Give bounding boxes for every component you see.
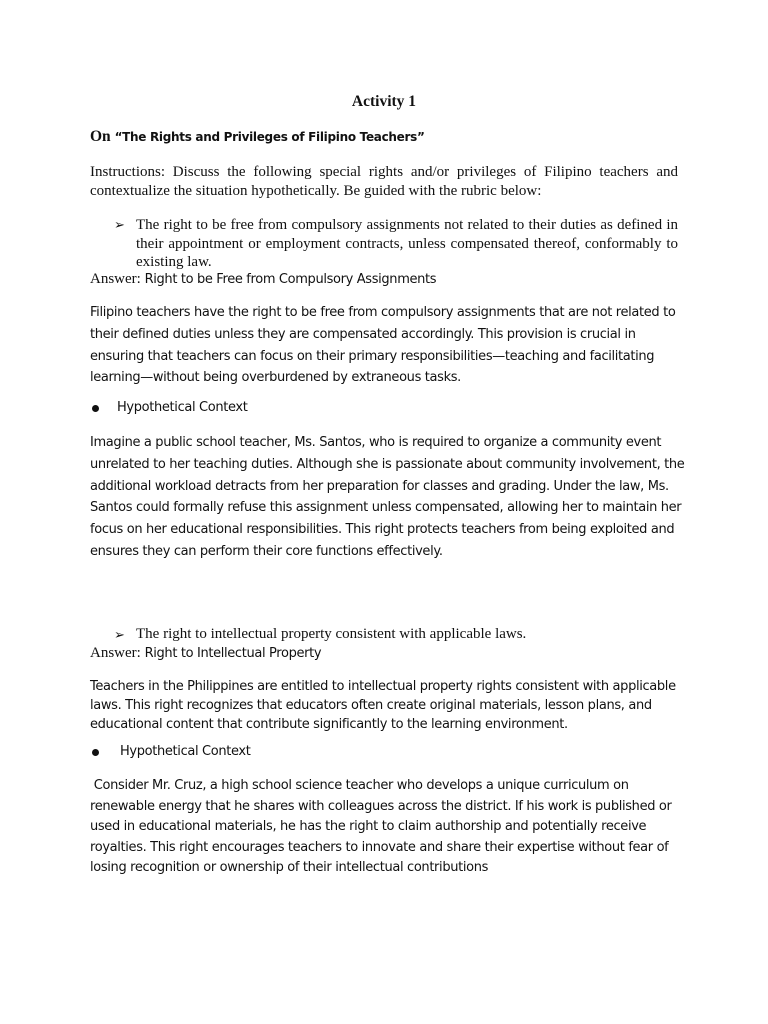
arrow-bullet-icon: ➢ (114, 217, 125, 232)
instructions-paragraph: Instructions: Discuss the following special rights and/or privileges of Filipino teachers and contextualize the situation hypothetically. Be guided with the rubric below: (90, 164, 678, 199)
subtitle-topic: “The Rights and Privileges of Filipino Teachers” (114, 130, 425, 144)
right-1-bullet-text: The right to be free from compulsory assignments not related to their duties as defined in their appointment or employment contracts, unless compensated thereof, conformably to existing law. (136, 217, 678, 270)
answer-2 (90, 644, 321, 662)
answer-1-label: Answer: (90, 271, 145, 287)
subtitle-prefix: On (90, 128, 115, 145)
arrow-bullet-icon: ➢ (114, 627, 125, 642)
answer-1-value: Right to be Free from Compulsory Assignments (144, 272, 437, 287)
context-1-heading: Hypothetical Context (117, 400, 248, 415)
context-2-heading: Hypothetical Context (120, 744, 251, 759)
context-1-paragraph: Imagine a public school teacher, Ms. Santos, who is required to organize a community event unrelated to her teaching duties. Although she is passionate about community involvement, the additional workload detracts from her preparation for classes and grading. Under the law, Ms. Santos could formally refuse this assignment unless compensated, allowing her to maintain her focus on her educational responsibilities. This right protects teachers from being exploited and ensures they can perform their core functions effectively. (90, 435, 685, 559)
answer-2-label: Answer: (90, 645, 145, 661)
document-title: Activity 1 (351, 93, 417, 110)
right-2-bullet-text: The right to intellectual property consistent with applicable laws. (136, 626, 527, 642)
answer-1 (90, 270, 436, 288)
bullet-dot-icon (92, 405, 99, 412)
answer-1-paragraph: Filipino teachers have the right to be free from compulsory assignments that are not related to their defined duties unless they are compensated accordingly. This provision is crucial in ensuring that teachers can focus on their primary responsibilities—teaching and facilitating learning—without being overburdened by extraneous tasks. (90, 305, 676, 386)
answer-2-value: Right to Intellectual Property (144, 646, 322, 661)
bullet-dot-icon (92, 749, 99, 756)
document-subtitle (90, 128, 425, 146)
context-2-paragraph: Consider Mr. Cruz, a high school science teacher who develops a unique curriculum on renewable energy that he shares with colleagues across the district. If his work is published or used in educational materials, he has the right to claim authorship and potentially receive royalties. This right encourages teachers to innovate and share their expertise without fear of losing recognition or ownership of their intellectual contributions (90, 778, 676, 876)
answer-2-paragraph: Teachers in the Philippines are entitled to intellectual property rights consistent with applicable laws. This right recognizes that educators often create original materials, lesson plans, and educational content that contribute significantly to the learning environment. (90, 679, 676, 733)
